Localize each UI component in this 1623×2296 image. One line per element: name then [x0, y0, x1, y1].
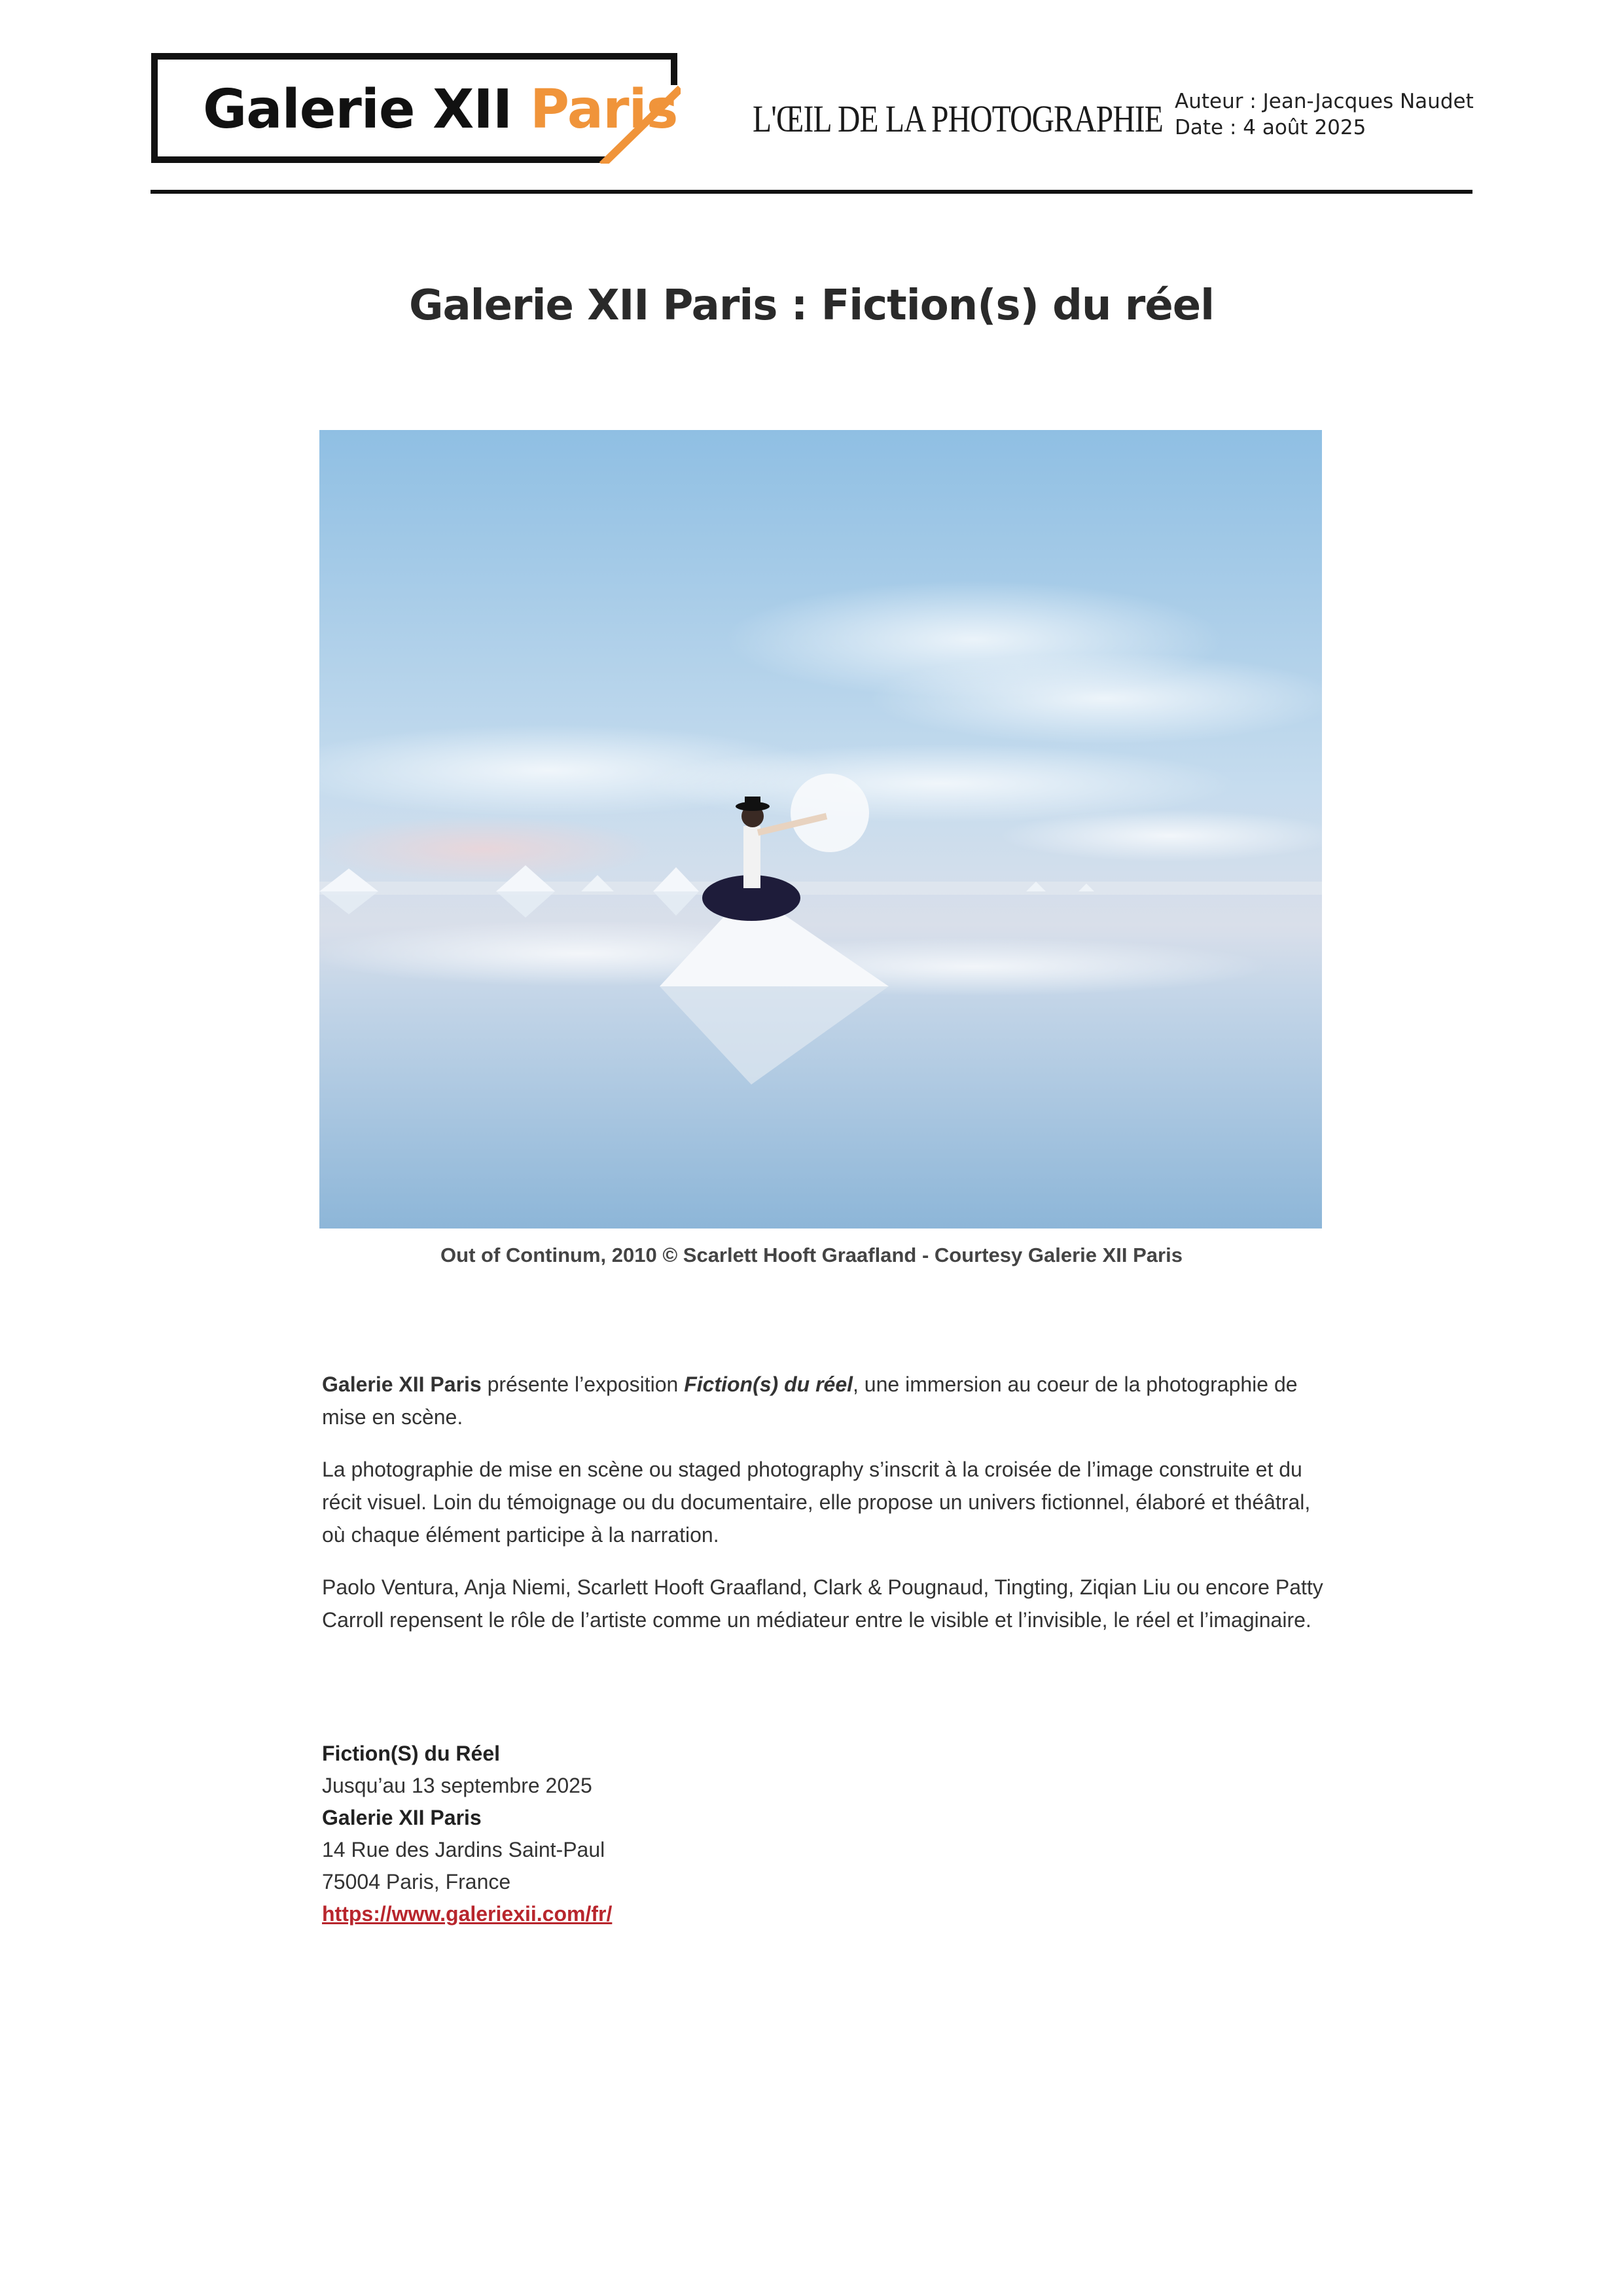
page-title: Galerie XII Paris : Fiction(s) du réel: [408, 281, 1215, 330]
article-body: [322, 1368, 1336, 1656]
header-divider: [151, 190, 1472, 194]
venue-street: 14 Rue des Jardins Saint-Paul: [322, 1838, 605, 1861]
exhibition-title-emphasis: Fiction(s) du réel: [684, 1372, 853, 1396]
paragraph-artists: Paolo Ventura, Anja Niemi, Scarlett Hooft Graafland, Clark & Pougnaud, Tingting, Ziqian Liu ou encore Patty Carroll repensent le rôle de l’artiste comme un médiateur entre le visible et l’invisible, le réel et l’imaginaire.: [322, 1575, 1323, 1632]
date-line: Date : 4 août 2025: [1175, 116, 1366, 139]
paragraph-staged-photography: La photographie de mise en scène ou staged photography s’inscrit à la croisée de l’image construite et du récit visuel. Loin du témoignage ou du documentaire, elle propose un univers fictionnel, élaboré et théâtral, où chaque élément participe à la narration.: [322, 1458, 1311, 1547]
logo-name: Galerie XII: [203, 79, 512, 141]
exhibition-photo: [319, 430, 1322, 1229]
intro-text-1: présente l’exposition: [481, 1372, 685, 1396]
venue-name: Galerie XII Paris: [322, 1806, 482, 1829]
venue-city: 75004 Paris, France: [322, 1870, 511, 1893]
intro-text-2: , une immersion au coeur de la photographie de mise en scène.: [322, 1372, 1298, 1429]
gallery-logo: [151, 52, 681, 164]
exhibition-dates: Jusqu’au 13 septembre 2025: [322, 1774, 592, 1797]
photo-caption: Out of Continum, 2010 © Scarlett Hooft Graafland - Courtesy Galerie XII Paris: [440, 1244, 1183, 1266]
logo-accent: Paris: [529, 79, 678, 141]
author-line: Auteur : Jean-Jacques Naudet: [1175, 90, 1474, 113]
logo-text: [203, 79, 677, 141]
paragraph-intro: [322, 1368, 1336, 1433]
publication-name: L'ŒIL DE LA PHOTOGRAPHIE: [753, 98, 1163, 140]
gallery-website-link[interactable]: https://www.galeriexii.com/fr/: [322, 1902, 613, 1926]
exhibition-info: [322, 1738, 1107, 1930]
photo-illustration: [319, 430, 1322, 1229]
exhibition-name: Fiction(S) du Réel: [322, 1742, 500, 1765]
article-meta: [1175, 88, 1474, 141]
gallery-name-bold: Galerie XII Paris: [322, 1372, 482, 1396]
